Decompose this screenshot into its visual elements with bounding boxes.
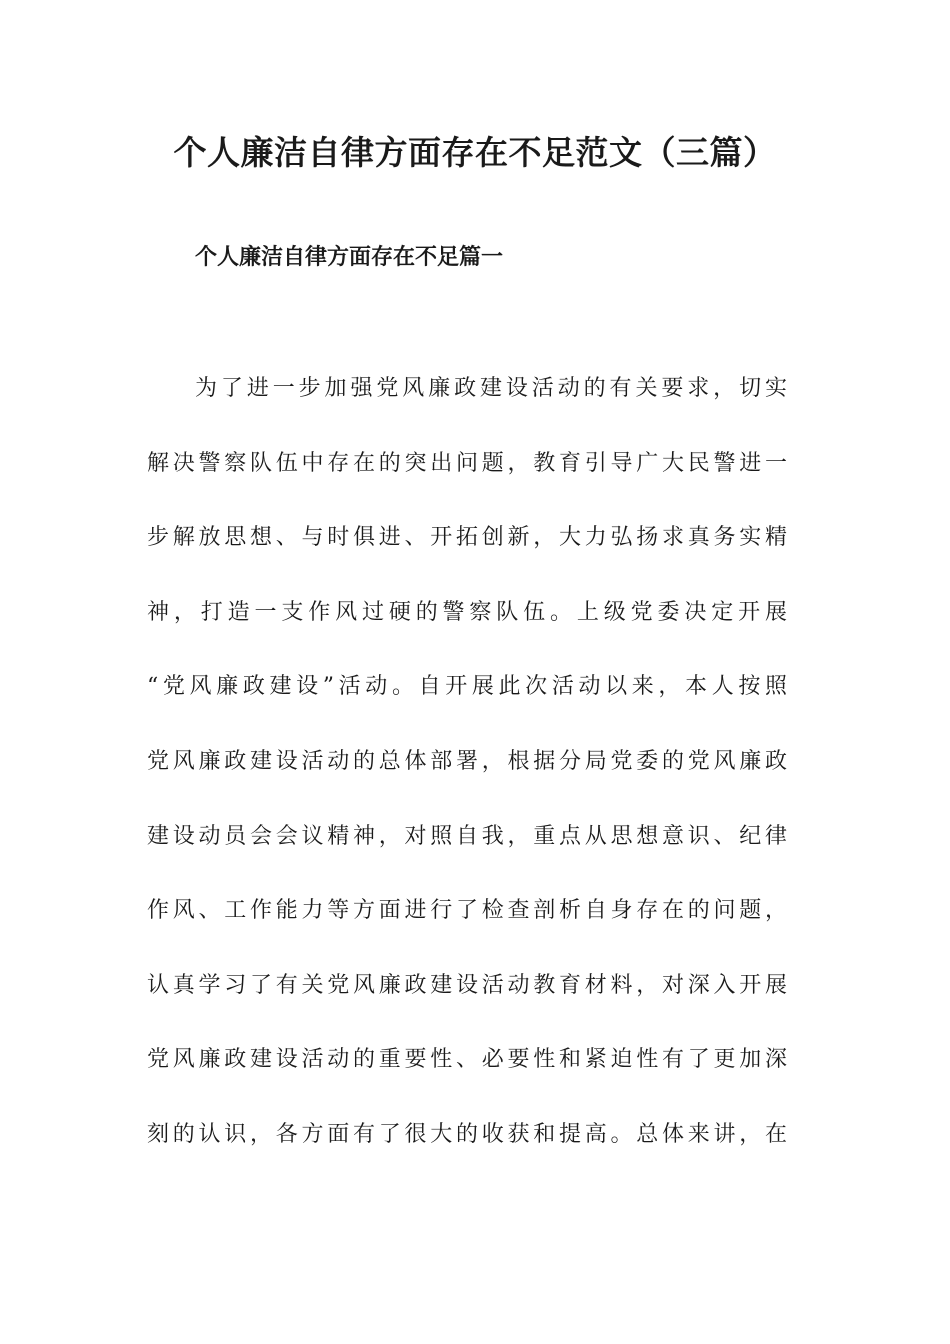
document-title: 个人廉洁自律方面存在不足范文（三篇） <box>173 133 777 172</box>
paragraph-line: 步解放思想、与时俱进、开拓创新，大力弘扬求真务实精 <box>147 525 787 551</box>
paragraph-line: 刻的认识，各方面有了很大的收获和提高。总体来讲，在 <box>147 1121 787 1147</box>
paragraph-line: 党风廉政建设活动的重要性、必要性和紧迫性有了更加深 <box>147 1047 787 1073</box>
paragraph-line: 作风、工作能力等方面进行了检查剖析自身存在的问题， <box>147 898 787 924</box>
body-paragraph <box>147 366 787 1187</box>
section-heading: 个人廉洁自律方面存在不足篇一 <box>195 245 504 270</box>
paragraph-line: 党风廉政建设活动的总体部署，根据分局党委的党风廉政 <box>147 748 787 774</box>
paragraph-line: “党风廉政建设”活动。自开展此次活动以来，本人按照 <box>147 674 787 700</box>
paragraph-line: 神，打造一支作风过硬的警察队伍。上级党委决定开展 <box>147 599 787 625</box>
paragraph-line: 为了进一步加强党风廉政建设活动的有关要求，切实 <box>195 376 787 401</box>
paragraph-line: 解决警察队伍中存在的突出问题，教育引导广大民警进一 <box>147 450 787 476</box>
paragraph-line: 建设动员会会议精神，对照自我，重点从思想意识、纪律 <box>147 823 787 849</box>
paragraph-line: 认真学习了有关党风廉政建设活动教育材料，对深入开展 <box>147 972 787 998</box>
